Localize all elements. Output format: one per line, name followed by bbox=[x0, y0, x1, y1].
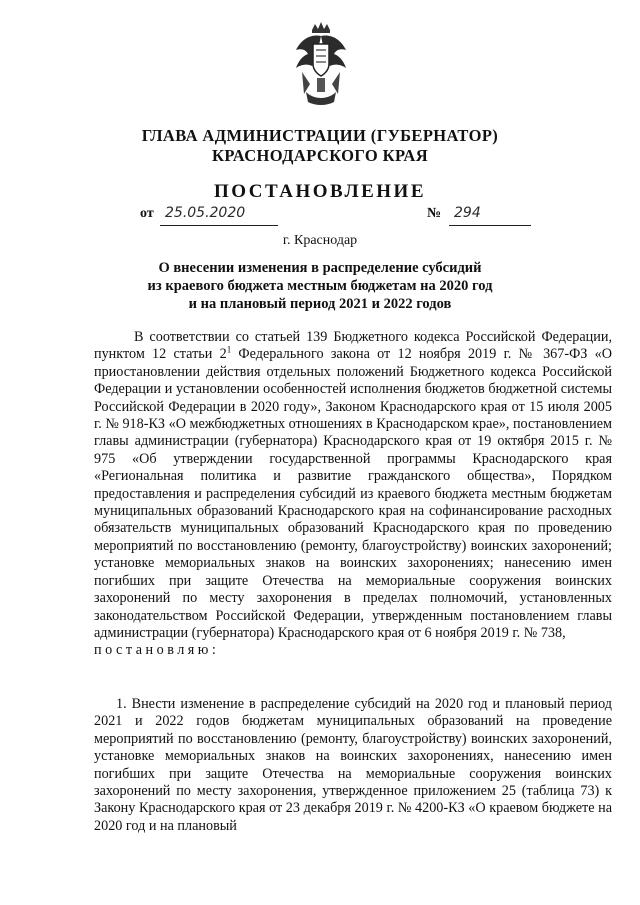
title-line-2: из краевого бюджета местным бюджетам на 2020 год bbox=[147, 278, 493, 294]
preamble-text-a: В соответствии со статьей 139 Бюджетного кодекса Российской Федерации, пунктом 12 статьи 2 bbox=[94, 329, 612, 363]
coat-of-arms-emblem bbox=[290, 20, 352, 110]
number-underline bbox=[449, 225, 531, 226]
document-title bbox=[0, 259, 640, 313]
article-superscript: 1 bbox=[226, 344, 232, 355]
title-line-1: О внесении изменения в распределение субсидий bbox=[158, 260, 482, 276]
title-line-3: и на плановый период 2021 и 2022 годов bbox=[188, 296, 452, 312]
city-name: г. Краснодар bbox=[282, 233, 358, 248]
date-underline bbox=[160, 225, 278, 226]
number-prefix: № bbox=[427, 206, 442, 221]
item-1-text: 1. Внести изменение в распределение субсидий на 2020 год и плановый период 2021 и 2022 годов бюджетам муниципальных образований на проведение мероприятий по восстановлению (ремонту, благоустройству) воинских захоронений, установке мемориальных знаков на воинских захоронениях, нанесению имен погибших при защите Отечества на мемориальные сооружения воинских захоронений по месту захоронения, утвержденное приложением 25 (таблица 73) к Закону Краснодарского края от 23 декабря 2019 г. № 4200-КЗ «О краевом бюджете на 2020 год и на плановый bbox=[94, 696, 612, 834]
number-value: 294 bbox=[454, 205, 481, 221]
authority-line-2: КРАСНОДАРСКОГО КРАЯ bbox=[211, 146, 429, 165]
issuing-authority bbox=[0, 126, 640, 166]
document-type: ПОСТАНОВЛЕНИЕ bbox=[213, 181, 427, 202]
paragraph-preamble bbox=[94, 329, 612, 660]
preamble-text-b: Федерального закона от 12 ноября 2019 г. № 367-ФЗ «О приостановлении действия отдельных положений Бюджетного кодекса Российской Федерации и установлении особенностей исполнения бюджетов бюджетной системы Российской Федерации в 2020 году», Законом Краснодарского края от 15 июля 2005 г. № 918-КЗ «О межбюджетных отношениях в Краснодарском крае», постановлением главы администрации (губернатора) Краснодарского края от 19 октября 2015 г. № 975 «Об утверждении государственной программы Краснодарского края «Региональная политика и развитие гражданского общества», Порядком предоставления и распределения субсидий из краевого бюджета местным бюджетам муниципальных образований Краснодарского края на софинансирование расходных обязательств муниципальных образований Краснодарского края по проведению мероприятий по восстановлению (ремонту, благоустройству) воинских захоронений; установке мемориальных знаков на воинских захоронениях; нанесению имен погибших при защите Отечества на мемориальные сооружения воинских захоронений по месту захоронения в пределах полномочий, установленных законодательством Российской Федерации, утвержденным постановлением главы администрации (губернатора) Краснодарского края от 6 ноября 2019 г. № 738, bbox=[94, 346, 612, 641]
paragraph-item-1 bbox=[94, 696, 612, 835]
date-prefix: от bbox=[140, 206, 154, 221]
decree-word: постановляю: bbox=[94, 642, 220, 659]
authority-line-1: ГЛАВА АДМИНИСТРАЦИИ (ГУБЕРНАТОР) bbox=[141, 126, 499, 145]
date-value: 25.05.2020 bbox=[165, 205, 246, 221]
